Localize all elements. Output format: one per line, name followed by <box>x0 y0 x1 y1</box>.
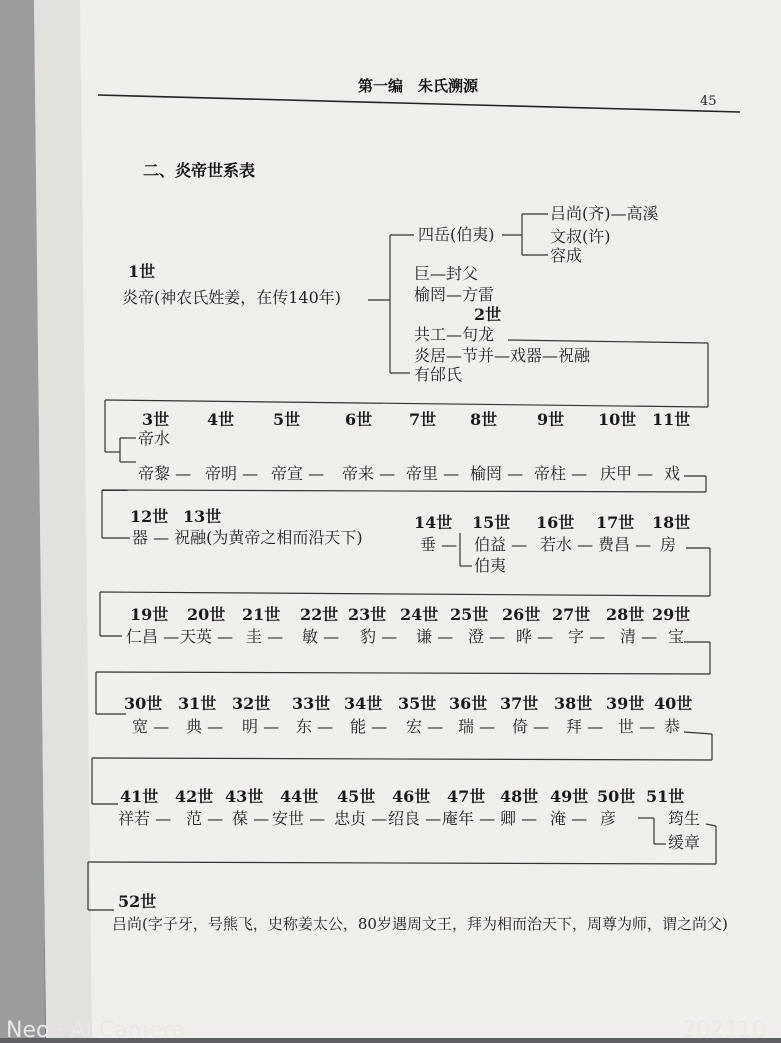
row1-gen-label-9: 11世 <box>652 410 691 429</box>
row3-name-6: 谦 — <box>416 627 454 646</box>
row4-gen-label-9: 38世 <box>554 694 593 713</box>
row4-name-1: 宽 — <box>132 717 170 736</box>
row1-name-5: 帝里 — <box>406 464 460 483</box>
row5-name-1: 祥若 — <box>118 809 172 828</box>
row3-gen-label-9: 27世 <box>552 605 591 624</box>
row3-gen-label-4: 22世 <box>300 605 339 624</box>
row4-name-5: 能 — <box>350 717 388 736</box>
row3-name-1: 仁昌 — <box>126 627 180 646</box>
row4-gen-label-4: 33世 <box>292 694 331 713</box>
row1-name-7: 帝柱 — <box>534 464 588 483</box>
row1-name-2: 帝明 — <box>205 464 259 483</box>
row5-gen-label-1: 41世 <box>120 787 159 806</box>
row4-name-11: 恭 <box>664 717 681 736</box>
row3-name-2: 天英 — <box>180 627 234 646</box>
row3-name-10: 清 — <box>620 627 658 646</box>
row2-gen-label-b-4: 17世 <box>596 513 635 532</box>
row3-gen-label-3: 21世 <box>242 605 281 624</box>
row2-gen-label-a-1: 12世 <box>130 507 169 526</box>
root-ancestor: 炎帝(神农氏姓姜，在传140年) <box>122 288 342 307</box>
row4-name-8: 倚 — <box>512 717 550 736</box>
row2-gen-label-b-5: 18世 <box>652 513 691 532</box>
row2-name-5: 房 <box>660 535 677 554</box>
row2-name-2: 伯益 — <box>474 535 528 554</box>
row4-gen-label-8: 37世 <box>500 694 539 713</box>
row4-gen-label-10: 39世 <box>606 694 645 713</box>
row2-chain: 器 — 祝融(为黄帝之相而沿天下) <box>132 528 363 547</box>
row5-gen-label-10: 50世 <box>597 787 636 806</box>
row3-name-9: 字 — <box>568 627 606 646</box>
row3-name-3: 圭 — <box>246 627 284 646</box>
row3-gen-label-8: 26世 <box>502 605 541 624</box>
wenshu-xu: 文叔(许) <box>550 227 611 246</box>
row5-name-5: 忠贞 — <box>334 809 388 828</box>
row2-gen-label-b-2: 15世 <box>472 513 511 532</box>
section-title: 二、炎帝世系表 <box>143 161 256 180</box>
page-number: 45 <box>700 94 717 109</box>
branch-yunsheng: 筠生 <box>668 809 701 828</box>
row1-name-9: 戏 <box>664 464 681 483</box>
row1-gen-label-8: 10世 <box>598 410 637 429</box>
row5-gen-label-7: 47世 <box>447 787 486 806</box>
row3-name-4: 敏 — <box>302 627 340 646</box>
row1-name-1: 帝黎 — <box>138 464 192 483</box>
row5-name-10: 彦 <box>600 809 617 828</box>
row2-name-3: 若水 — <box>540 535 594 554</box>
row5-name-6: 绍良 — <box>388 809 442 828</box>
lvshang-qi: 吕尚(齐)—高溪 <box>550 204 659 223</box>
row1-name-4: 帝来 — <box>342 464 396 483</box>
row2-gen-label-a-2: 13世 <box>183 507 222 526</box>
row3-name-8: 晔 — <box>516 627 554 646</box>
row3-name-5: 豹 — <box>360 627 398 646</box>
row5-name-3: 葆 — <box>232 809 270 828</box>
row4-gen-label-2: 31世 <box>178 694 217 713</box>
row1-gen-label-3: 5世 <box>273 410 301 429</box>
row4-gen-label-3: 32世 <box>232 694 271 713</box>
row3-gen-label-6: 24世 <box>400 605 439 624</box>
dishui: 帝水 <box>138 429 171 448</box>
row1-gen-label-4: 6世 <box>345 410 373 429</box>
row5-name-7: 庵年 — <box>442 809 496 828</box>
youtaishi: 有邰氏 <box>414 365 463 384</box>
row3-gen-label-5: 23世 <box>348 605 387 624</box>
siyue: 四岳(伯夷) <box>418 225 495 244</box>
row1-gen-label-7: 9世 <box>537 410 565 429</box>
row5-gen-label-8: 48世 <box>500 787 539 806</box>
gen-label-2: 2世 <box>474 305 502 324</box>
row4-name-10: 世 — <box>618 717 656 736</box>
final-note: 吕尚(字子牙，号熊飞，史称姜太公，80岁遇周文王，拜为相而治天下，周尊为师，谓之尚父) <box>112 915 728 933</box>
row5-gen-label-5: 45世 <box>337 787 376 806</box>
row3-gen-label-2: 20世 <box>187 605 226 624</box>
row5-gen-label-11: 51世 <box>646 787 685 806</box>
boyi-branch: 伯夷 <box>474 556 507 575</box>
row4-name-6: 宏 — <box>406 717 444 736</box>
gonggong: 共工—句龙 <box>414 325 495 344</box>
row5-name-9: 淹 — <box>550 809 588 828</box>
row5-gen-label-3: 43世 <box>225 787 264 806</box>
row5-name-8: 卿 — <box>500 809 538 828</box>
row3-name-11: 宝 <box>668 627 685 646</box>
row4-name-3: 明 — <box>242 717 280 736</box>
row1-name-6: 榆罔 — <box>470 464 524 483</box>
row1-gen-label-1: 3世 <box>142 410 170 429</box>
row4-name-9: 拜 — <box>566 717 604 736</box>
rongcheng: 容成 <box>550 246 583 265</box>
row5-name-2: 范 — <box>186 809 224 828</box>
yanju-chain: 炎居—节并—戏器—祝融 <box>414 346 591 365</box>
row1-name-3: 帝宣 — <box>271 464 325 483</box>
row3-name-7: 澄 — <box>468 627 506 646</box>
row3-gen-label-10: 28世 <box>606 605 645 624</box>
row5-gen-label-2: 42世 <box>175 787 214 806</box>
yuwang-fanglei: 榆罔—方雷 <box>414 285 495 304</box>
row1-gen-label-5: 7世 <box>409 410 437 429</box>
row2-gen-label-b-3: 16世 <box>536 513 575 532</box>
row4-gen-label-7: 36世 <box>449 694 488 713</box>
branch-huanzhang: 缓章 <box>668 833 701 852</box>
row2-name-1: 垂 — <box>420 535 458 554</box>
row4-gen-label-1: 30世 <box>124 694 163 713</box>
camera-watermark: Neo · AI Camera <box>6 1018 186 1043</box>
row5-name-4: 安世 — <box>272 809 326 828</box>
row2-gen-label-b-1: 14世 <box>414 513 453 532</box>
row1-gen-label-6: 8世 <box>470 410 498 429</box>
row5-gen-label-6: 46世 <box>392 787 431 806</box>
row4-name-2: 典 — <box>186 717 224 736</box>
page-header-title: 第一编 朱氏溯源 <box>358 77 479 95</box>
row3-gen-label-7: 25世 <box>450 605 489 624</box>
row4-name-4: 东 — <box>296 717 334 736</box>
row4-gen-label-11: 40世 <box>654 694 693 713</box>
gen-label-1: 1世 <box>128 262 156 281</box>
row4-name-7: 瑞 — <box>458 717 496 736</box>
row5-gen-label-9: 49世 <box>550 787 589 806</box>
row4-gen-label-5: 34世 <box>344 694 383 713</box>
ju-fengfu: 巨—封父 <box>414 264 479 283</box>
row5-gen-label-4: 44世 <box>280 787 319 806</box>
date-watermark: 202110 <box>682 1018 766 1043</box>
row2-name-4: 费昌 — <box>598 535 652 554</box>
row1-name-8: 庆甲 — <box>600 464 654 483</box>
row3-gen-label-1: 19世 <box>130 605 169 624</box>
row3-gen-label-11: 29世 <box>652 605 691 624</box>
row4-gen-label-6: 35世 <box>398 694 437 713</box>
gen-label-52: 52世 <box>118 892 157 911</box>
row1-gen-label-2: 4世 <box>207 410 235 429</box>
